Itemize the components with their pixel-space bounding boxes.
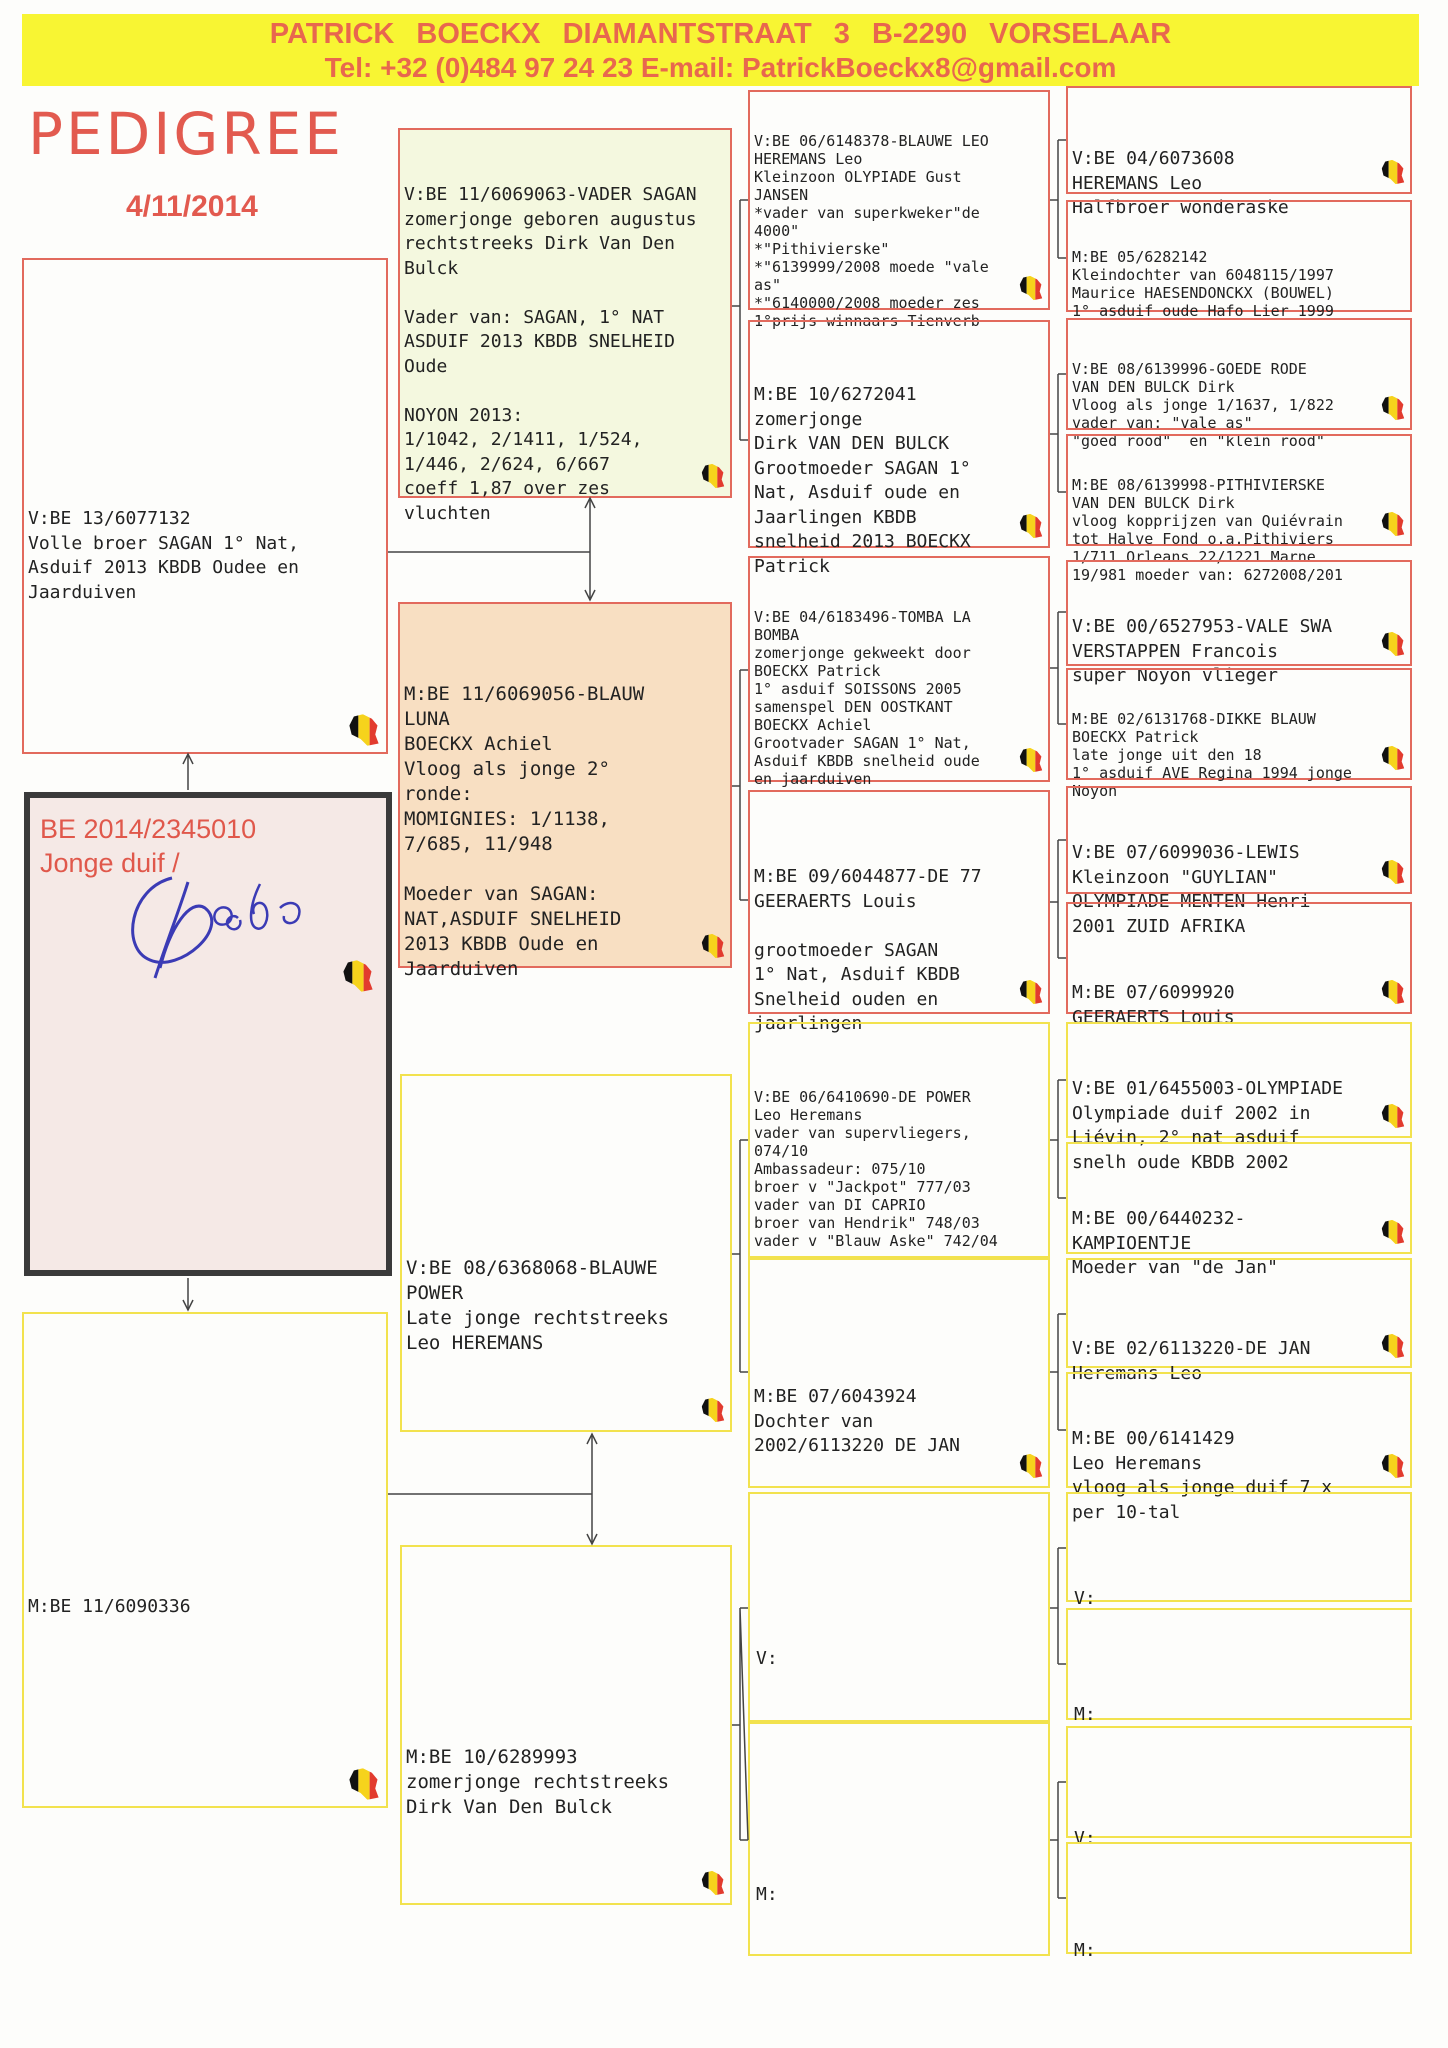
gen4-text-8: M:BE 07/6099920 GEERAERTS Louis — [1072, 982, 1235, 1028]
gen4-text-11: V:BE 02/6113220-DE JAN Heremans Leo — [1072, 1338, 1311, 1384]
gen4-text-7: V:BE 07/6099036-LEWIS Kleinzoon "GUYLIAN" OLYMPIADE MENTEN Henri 2001 ZUID AFRIKA — [1072, 842, 1311, 937]
gen4-text-14: M: — [1074, 1704, 1096, 1725]
page-title: PEDIGREE — [28, 100, 344, 168]
dam-mother-text: M:BE 10/6289993 zomerjonge rechtstreeks Dirk Van Den Bulck — [406, 1746, 670, 1818]
gen4-text-15: V: — [1074, 1828, 1096, 1849]
gen4-text-13: V: — [1074, 1588, 1096, 1609]
gen3-text-4: M:BE 09/6044877-DE 77 GEERAERTS Louis grootmoeder SAGAN 1° Nat, Asduif KBDB Snelheid ouden en jaarlingen — [754, 866, 982, 1034]
gen4-text-3: V:BE 08/6139996-GOEDE RODE VAN DEN BULCK Dirk Vloog als jonge 1/1637, 1/822 vader van: "vale as" "goed rood" en "klein rood" — [1072, 360, 1334, 450]
sire-father-text: V:BE 11/6069063-VADER SAGAN zomerjonge geboren augustus rechtstreeks Dirk Van Den Bulck Vader van: SAGAN, 1° NAT ASDUIF 2013 KBDB SNELHEID Oude NOYON 2013: 1/1042, 2/1411, 1/524, 1/446, 2/624, 6/667 coeff 1,87 over zes vluchten — [404, 184, 697, 524]
gen4-text-6: M:BE 02/6131768-DIKKE BLAUW BOECKX Patrick late jonge uit den 18 1° asduif AVE Regina 1994 jonge Noyon — [1072, 710, 1352, 800]
gen3-text-6: M:BE 07/6043924 Dochter van 2002/6113220 DE JAN — [754, 1386, 960, 1456]
gen3-text-8: M: — [756, 1884, 778, 1905]
gen4-text-1: V:BE 04/6073608 HEREMANS Leo Halfbroer wonderaske — [1072, 148, 1289, 218]
pedigree-date: 4/11/2014 — [126, 190, 258, 223]
gen4-text-9: V:BE 01/6455003-OLYMPIADE Olympiade duif 2002 in Liévin, 2° nat asduif snelh oude KBDB 2002 — [1072, 1078, 1343, 1173]
breeder-contact: Tel: +32 (0)484 97 24 23 E-mail: PatrickBoeckx8@gmail.com — [324, 52, 1117, 83]
gen3-text-1: V:BE 06/6148378-BLAUWE LEO HEREMANS Leo Kleinzoon OLYPIADE Gust JANSEN *vader van superkweker"de 4000" *"Pithivierske" *"6139999/2008 moede "vale as" *"6140000/2008 moeder zes 1°prijs winnaars Tienverb — [754, 132, 989, 330]
gen3-text-2: M:BE 10/6272041 zomerjonge Dirk VAN DEN BULCK Grootmoeder SAGAN 1° Nat, Asduif oude en Jaarlingen KBDB snelheid 2013 BOECKX Patrick — [754, 384, 971, 577]
gen3-text-5: V:BE 06/6410690-DE POWER Leo Heremans vader van supervliegers, 074/10 Ambassadeur: 075/10 broer v "Jackpot" 777/03 vader van DI CAPRIO broer van Hendrik" 748/03 vader v "Blauw Aske" 742/04 — [754, 1088, 998, 1250]
gen4-text-12: M:BE 00/6141429 Leo Heremans vloog als jonge duif 7 x per 10-tal — [1072, 1428, 1333, 1523]
breeder-address: PATRICK BOECKX DIAMANTSTRAAT 3 B-2290 VORSELAAR — [269, 18, 1172, 50]
subject-label: Jonge duif / — [40, 848, 180, 878]
gen3-text-3: V:BE 04/6183496-TOMBA LA BOMBA zomerjonge gekweekt door BOECKX Patrick 1° asduif SOISSONS 2005 samenspel DEN OOSTKANT BOECKX Achiel Grootvader SAGAN 1° Nat, Asduif KBDB snelheid oude en jaarduiven — [754, 608, 980, 788]
subject-ring-number: BE 2014/2345010 — [40, 814, 257, 844]
gen4-text-16: M: — [1074, 1940, 1096, 1961]
sire-mother-text: M:BE 11/6069056-BLAUW LUNA BOECKX Achiel Vloog als jonge 2° ronde: MOMIGNIES: 1/1138, 7/685, 11/948 Moeder van SAGAN: NAT,ASDUIF SNELHEID 2013 KBDB Oude en Jaarduiven — [404, 683, 645, 980]
father-text: V:BE 13/6077132 Volle broer SAGAN 1° Nat, Asduif 2013 KBDB Oudee en Jaarduiven — [28, 508, 299, 603]
dam-father-text: V:BE 08/6368068-BLAUWE POWER Late jonge rechtstreeks Leo HEREMANS — [406, 1257, 670, 1354]
gen4-text-5: V:BE 00/6527953-VALE SWA VERSTAPPEN Francois super Noyon vlieger — [1072, 616, 1333, 686]
gen4-text-2: M:BE 05/6282142 Kleindochter van 6048115/1997 Maurice HAESENDONCKX (BOUWEL) 1° asduif oude Hafo Lier 1999 — [1072, 248, 1334, 320]
gen4-text-4: M:BE 08/6139998-PITHIVIERSKE VAN DEN BULCK Dirk vloog kopprijzen van Quiévrain tot Halve Fond o.a.Pithiviers 1/711 Orleans 22/1221 Marne 19/981 moeder van: 6272008/201 — [1072, 476, 1343, 584]
gen4-text-10: M:BE 00/6440232- KAMPIOENTJE Moeder van "de Jan" — [1072, 1208, 1278, 1278]
mother-text: M:BE 11/6090336 — [28, 1596, 191, 1617]
gen3-text-7: V: — [756, 1648, 778, 1669]
